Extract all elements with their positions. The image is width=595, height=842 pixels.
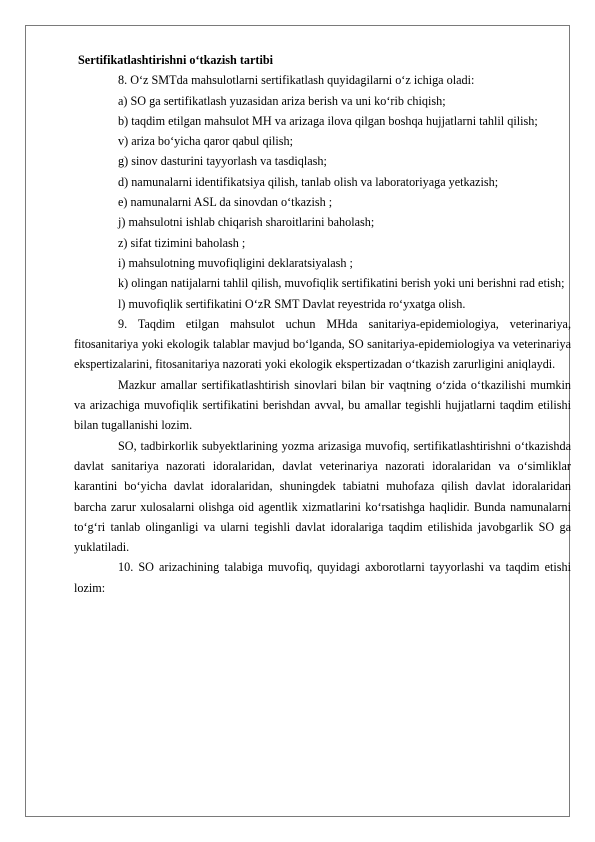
list-item-z: z) sifat tizimini baholash ; (118, 235, 246, 250)
list-item-d: d) namunalarni identifikatsiya qilish, tanlab olish va laboratoriyaga yetkazish; (118, 174, 499, 189)
list-item-l: l) muvofiqlik sertifikatini O‘zR SMT Davlat reyestrida ro‘yxatga olish. (118, 296, 466, 311)
paragraph-10: 10. SO arizachining talabiga muvofiq, quyidagi axborotlarni tayyorlashi va taqdim etishi lozim: (74, 560, 571, 595)
paragraph-8: 8. O‘z SMTda mahsulotlarni sertifikatlash quyidagilarni o‘z ichiga oladi: (118, 73, 475, 88)
list-item-g: g) sinov dasturini tayyorlash va tasdiqlash; (118, 154, 327, 169)
document-body (74, 50, 571, 598)
list-item-v: v) ariza bo‘yicha qaror qabul qilish; (118, 134, 293, 149)
list-item-k: k) olingan natijalarni tahlil qilish, muvofiqlik sertifikatini berish yoki uni berishni rad etish; (118, 276, 565, 291)
list-item-j: j) mahsulotni ishlab chiqarish sharoitlarini baholash; (118, 215, 375, 230)
paragraph-9: 9. Taqdim etilgan mahsulot uchun MHda sanitariya-epidemiologiya, veterinariya, fitosanitariya yoki ekologik talablar mavjud bo‘lganda, SO sanitariya-epidemiologiya va veterinariya ekspertizalarini, fitosanitariya nazorati yoki ekologik ekspertizadan o‘tkazish zarurligini aniqlaydi. (74, 316, 571, 372)
paragraph-mazkur: Mazkur amallar sertifikatlashtirish sinovlari bilan bir vaqtning o‘zida o‘tkazilishi mumkin va arizachiga muvofiqlik sertifikatini berishdan avval, bu amallar tegishli hujjatlarni taqdim etilishi bilan tugallanishi lozim. (74, 377, 571, 433)
list-item-b: b) taqdim etilgan mahsulot MH va arizaga ilova qilgan boshqa hujjatlarni tahlil qilish; (118, 113, 538, 128)
paragraph-so: SO, tadbirkorlik subyektlarining yozma arizasiga muvofiq, sertifikatlashtirishni o‘tkazishda davlat sanitariya nazorati idoralaridan, davlat veterinariya nazorati idoralaridan va o‘simliklar karantini bo‘yicha davlat idoralaridan, shuningdek tabiatni muhofaza qilish davlat idoralaridan barcha zarur xulosalarni olishga oid agentlik xizmatlarini ko‘rsatishga haqlidir. Bunda namunalarni to‘g‘ri tanlab olinganligi va ularni tegishli davlat idoralariga taqdim etilishida javobgarlik SO ga yuklatiladi. (74, 438, 571, 555)
list-item-i: i) mahsulotning muvofiqligini deklaratsiyalash ; (118, 255, 353, 270)
list-item-a: a) SO ga sertifikatlash yuzasidan ariza berish va uni ko‘rib chiqish; (118, 93, 446, 108)
document-title: Sertifikatlashtirishni o‘tkazish tartibi (78, 53, 274, 67)
list-item-e: e) namunalarni ASL da sinovdan o‘tkazish ; (118, 195, 333, 210)
